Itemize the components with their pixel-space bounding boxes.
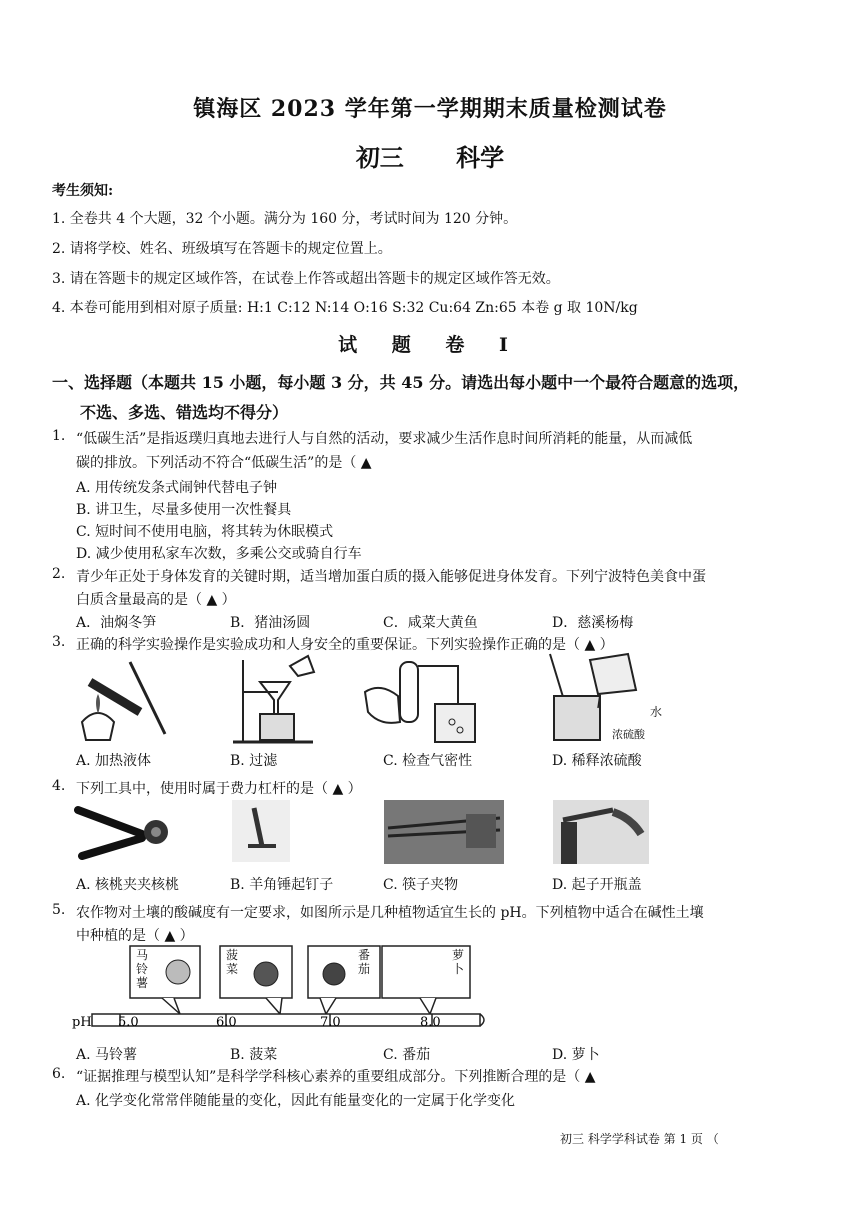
- question-stem: 青少年正处于身体发育的关键时期，适当增加蛋白质的摄入能够促进身体发育。下列宁波特色美食中蛋: [76, 569, 706, 585]
- option-c: C. 番茄: [383, 1047, 431, 1063]
- question-stem: 下列工具中，使用时属于费力杠杆的是（ ▲ ）: [76, 781, 362, 797]
- plant-name-tomato: 番茄: [358, 948, 371, 976]
- option-d: D. 起子开瓶盖: [552, 877, 642, 893]
- part-heading: 一、选择题（本题共 15 小题，每小题 3 分，共 45 分。请选出每小题中一个最符合题意的选项，: [52, 373, 750, 392]
- tomato-image: [323, 963, 345, 985]
- option-a: A. 用传统发条式闹钟代替电子钟: [76, 480, 278, 496]
- option-a: A. 马铃薯: [76, 1047, 138, 1063]
- option-d: D. 萝卜: [552, 1047, 600, 1063]
- label-concentrated-acid: 浓硫酸: [612, 728, 645, 741]
- notice-item: 4. 本卷可能用到相对原子质量: H:1 C:12 N:14 O:16 S:32 Cu:64 Zn:65 本卷 g 取 10N/kg: [52, 300, 638, 316]
- label-water: 水: [650, 705, 663, 719]
- option-c: C. 检查气密性: [383, 753, 473, 769]
- plant-name-potato: 马铃薯: [136, 948, 149, 990]
- ph-tick: 6.0: [216, 1015, 237, 1030]
- question-stem: “低碳生活”是指返璞归真地去进行人与自然的活动，要求减少生活作息时间所消耗的能量，从而减低: [76, 431, 693, 447]
- question-number: 4.: [52, 778, 66, 794]
- ph-axis-label: pH: [72, 1015, 92, 1030]
- option-a: A．油焖冬笋: [76, 615, 157, 631]
- ph-tick: 8.0: [420, 1015, 441, 1030]
- section-title: 试 题 卷 I: [338, 334, 522, 356]
- question-number: 2.: [52, 566, 66, 582]
- page-footer: 初三 科学学科试卷 第 1 页 （: [560, 1132, 719, 1146]
- filtration-figure: [228, 652, 318, 747]
- nutcracker-figure: [72, 800, 192, 864]
- bottle-opener-figure: [553, 800, 649, 864]
- option-c: C. 筷子夹物: [383, 877, 459, 893]
- notice-heading: 考生须知:: [52, 183, 114, 199]
- ph-chart: [70, 940, 490, 1040]
- option-d: D. 减少使用私家车次数，多乘公交或骑自行车: [76, 546, 362, 562]
- option-b: B．猪油汤圆: [230, 615, 311, 631]
- chopsticks-figure: [384, 800, 504, 864]
- plant-name-spinach: 菠菜: [226, 948, 239, 976]
- question-number: 3.: [52, 634, 66, 650]
- part-heading-cont: 不选、多选、错选均不得分）: [80, 403, 289, 422]
- potato-image: [166, 960, 190, 984]
- question-stem: 农作物对土壤的酸碱度有一定要求，如图所示是几种植物适宜生长的 pH。下列植物中适合在碱性土壤: [76, 905, 704, 921]
- option-b: B. 过滤: [230, 753, 278, 769]
- option-d: D．慈溪杨梅: [552, 615, 634, 631]
- grade-label: 初三: [355, 143, 404, 172]
- subject-label: 科学: [456, 143, 505, 172]
- option-b: B. 菠菜: [230, 1047, 278, 1063]
- question-number: 6.: [52, 1066, 66, 1082]
- option-b: B. 讲卫生，尽量多使用一次性餐具: [76, 502, 292, 518]
- option-b: B. 羊角锤起钉子: [230, 877, 334, 893]
- exam-title: 镇海区 2023 学年第一学期期末质量检测试卷: [193, 96, 667, 122]
- question-stem: 白质含量最高的是（ ▲ ）: [76, 592, 236, 608]
- question-stem: 碳的排放。下列活动不符合“低碳生活”的是（ ▲: [76, 455, 372, 471]
- exam-subtitle: [0, 138, 860, 173]
- question-stem: “证据推理与模型认知”是科学学科核心素养的重要组成部分。下列推断合理的是（ ▲: [76, 1069, 596, 1085]
- question-number: 1.: [52, 428, 66, 444]
- airtightness-figure: [360, 652, 480, 747]
- notice-item: 3. 请在答题卡的规定区域作答，在试卷上作答或超出答题卡的规定区域作答无效。: [52, 271, 560, 287]
- option-c: C. 短时间不使用电脑，将其转为休眠模式: [76, 524, 334, 540]
- ph-tick: 5.0: [118, 1015, 139, 1030]
- heating-liquid-figure: [70, 652, 180, 744]
- plant-name-radish: 萝卜: [452, 948, 465, 976]
- option-c: C．咸菜大黄鱼: [383, 615, 478, 631]
- question-stem: 正确的科学实验操作是实验成功和人身安全的重要保证。下列实验操作正确的是（ ▲ ）: [76, 637, 614, 653]
- claw-hammer-figure: [232, 800, 290, 862]
- spinach-image: [254, 962, 278, 986]
- option-a: A. 化学变化常常伴随能量的变化，因此有能量变化的一定属于化学变化: [76, 1093, 516, 1109]
- notice-item: 2. 请将学校、姓名、班级填写在答题卡的规定位置上。: [52, 241, 392, 257]
- ph-tick: 7.0: [320, 1015, 341, 1030]
- option-a: A. 核桃夹夹核桃: [76, 877, 180, 893]
- option-a: A. 加热液体: [76, 753, 152, 769]
- question-stem: 中种植的是（ ▲ ）: [76, 928, 194, 944]
- question-number: 5.: [52, 902, 66, 918]
- notice-item: 1. 全卷共 4 个大题，32 个小题。满分为 160 分，考试时间为 120 分钟。: [52, 211, 518, 227]
- option-d: D. 稀释浓硫酸: [552, 753, 642, 769]
